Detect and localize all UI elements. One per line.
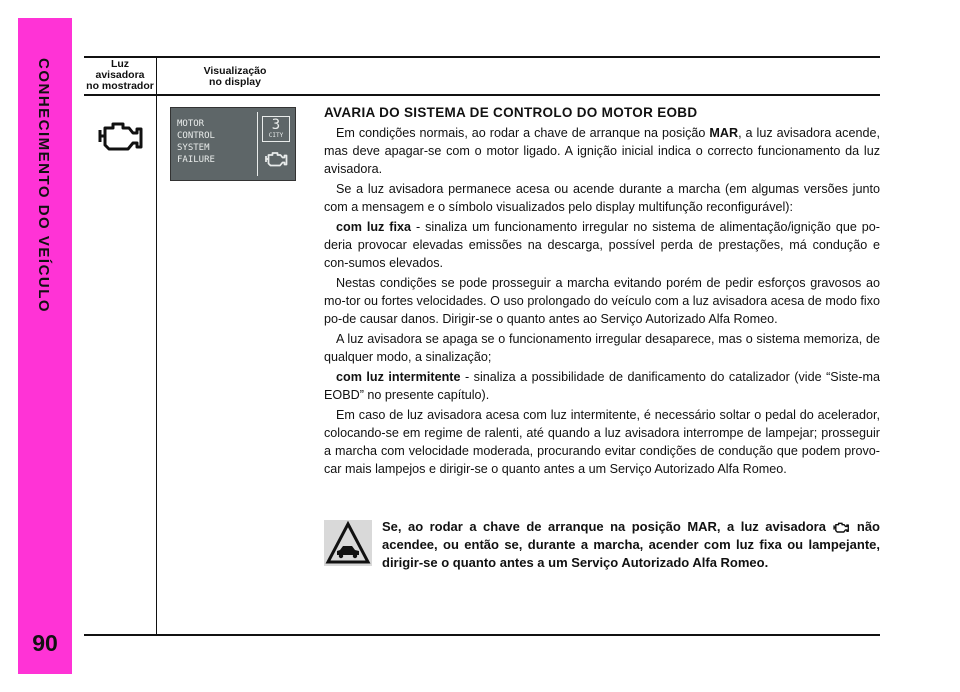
text: , a luz avisadora acende, mas deve apagar-se com o motor ligado. A ignição inicial indica o correcto funcionamento da luz avisadora. bbox=[324, 126, 880, 176]
engine-check-icon bbox=[94, 118, 146, 154]
header-warning-light bbox=[84, 59, 156, 92]
header-line: no display bbox=[209, 76, 261, 88]
section-title: AVARIA DO SISTEMA DE CONTROLO DO MOTOR EOBD bbox=[324, 105, 698, 120]
display-line: SYSTEM bbox=[177, 143, 210, 153]
paragraph: Nestas condições se pode prosseguir a marcha evitando porém de pedir esforços gravosos ao mo-tor ou fortes velocidades. O uso prolongado do veículo com a luz avisadora acesa de modo fixo po-de causar danos. Dirigir-se o quanto antes ao Serviço Autorizado Alfa Romeo. bbox=[324, 276, 880, 326]
display-line: FAILURE bbox=[177, 155, 215, 165]
paragraph bbox=[324, 218, 880, 272]
display-mode: CITY bbox=[268, 132, 284, 139]
emphasis: com luz intermitente bbox=[336, 370, 461, 384]
emphasis: com luz fixa bbox=[336, 220, 412, 234]
section-content bbox=[324, 104, 880, 480]
display-divider bbox=[257, 112, 258, 176]
header-line: Visualização bbox=[203, 65, 267, 77]
header-line: Luz bbox=[110, 58, 130, 70]
sidebar-title-text: CONHECIMENTO DO VEÍCULO bbox=[35, 58, 52, 314]
multifunction-display bbox=[170, 107, 296, 181]
sidebar-title bbox=[18, 58, 72, 528]
paragraph: Se a luz avisadora permanece acesa ou acende durante a marcha (em algumas versões junto com a mensagem e o símbolo visualizados pelo display multifunção reconfigurável): bbox=[324, 182, 880, 214]
warning-text: Se, ao rodar a chave de arranque na posição MAR, a luz avisadora bbox=[382, 519, 833, 534]
paragraph bbox=[324, 368, 880, 404]
paragraph: Em caso de luz avisadora acesa com luz intermitente, é necessário soltar o pedal do acelerador, colocando-se em regime de ralenti, até quando a luz avisadora interrompe de lampejar; prosseguir a marcha com velocidade moderada, procurando evitar condições de condução que podem provo-car mais lampejos e dirigir-se o quanto antes a um Serviço Autorizado Alfa Romeo. bbox=[324, 408, 880, 476]
display-line: CONTROL bbox=[177, 131, 215, 141]
display-message bbox=[177, 118, 215, 166]
page-number: 90 bbox=[32, 630, 58, 656]
warning-car-icon bbox=[324, 520, 372, 566]
text: - sinaliza a possibilidade de danificamento do catalizador (vide “Siste-ma EOBD” no presente capítulo). bbox=[324, 370, 880, 402]
column-divider bbox=[156, 58, 157, 636]
header-line: avisadora bbox=[95, 69, 145, 81]
header-display bbox=[190, 66, 280, 88]
header-line: no mostrador bbox=[86, 80, 154, 92]
display-line: MOTOR bbox=[177, 119, 205, 129]
header-rule bbox=[84, 94, 880, 96]
text: - sinaliza um funcionamento irregular no sistema de alimentação/ignição que po-deria provocar elevadas emissões na descarga, possível perda de prestações, má condução e con-sumos elevados. bbox=[324, 220, 880, 270]
paragraph: A luz avisadora se apaga se o funcionamento irregular desaparece, mas o sistema memoriza, de qualquer modo, a sinalização; bbox=[324, 332, 880, 364]
top-rule bbox=[84, 56, 880, 58]
display-gear: 3 bbox=[271, 117, 281, 133]
engine-check-icon bbox=[832, 521, 850, 534]
warning-text: não acendee, ou então se, durante a marcha, acender com luz fixa ou lampejante, dirigir-se o quanto antes a um Serviço Autorizado Alfa Romeo. bbox=[382, 519, 880, 570]
warning-note bbox=[324, 518, 880, 572]
text: Em condições normais, ao rodar a chave de arranque na posição bbox=[336, 126, 710, 140]
paragraph bbox=[324, 124, 880, 178]
emphasis: MAR bbox=[709, 126, 739, 140]
sidebar bbox=[18, 18, 72, 674]
display-gear-box bbox=[262, 116, 290, 142]
bottom-rule bbox=[84, 634, 880, 636]
display-engine-icon bbox=[263, 150, 289, 168]
